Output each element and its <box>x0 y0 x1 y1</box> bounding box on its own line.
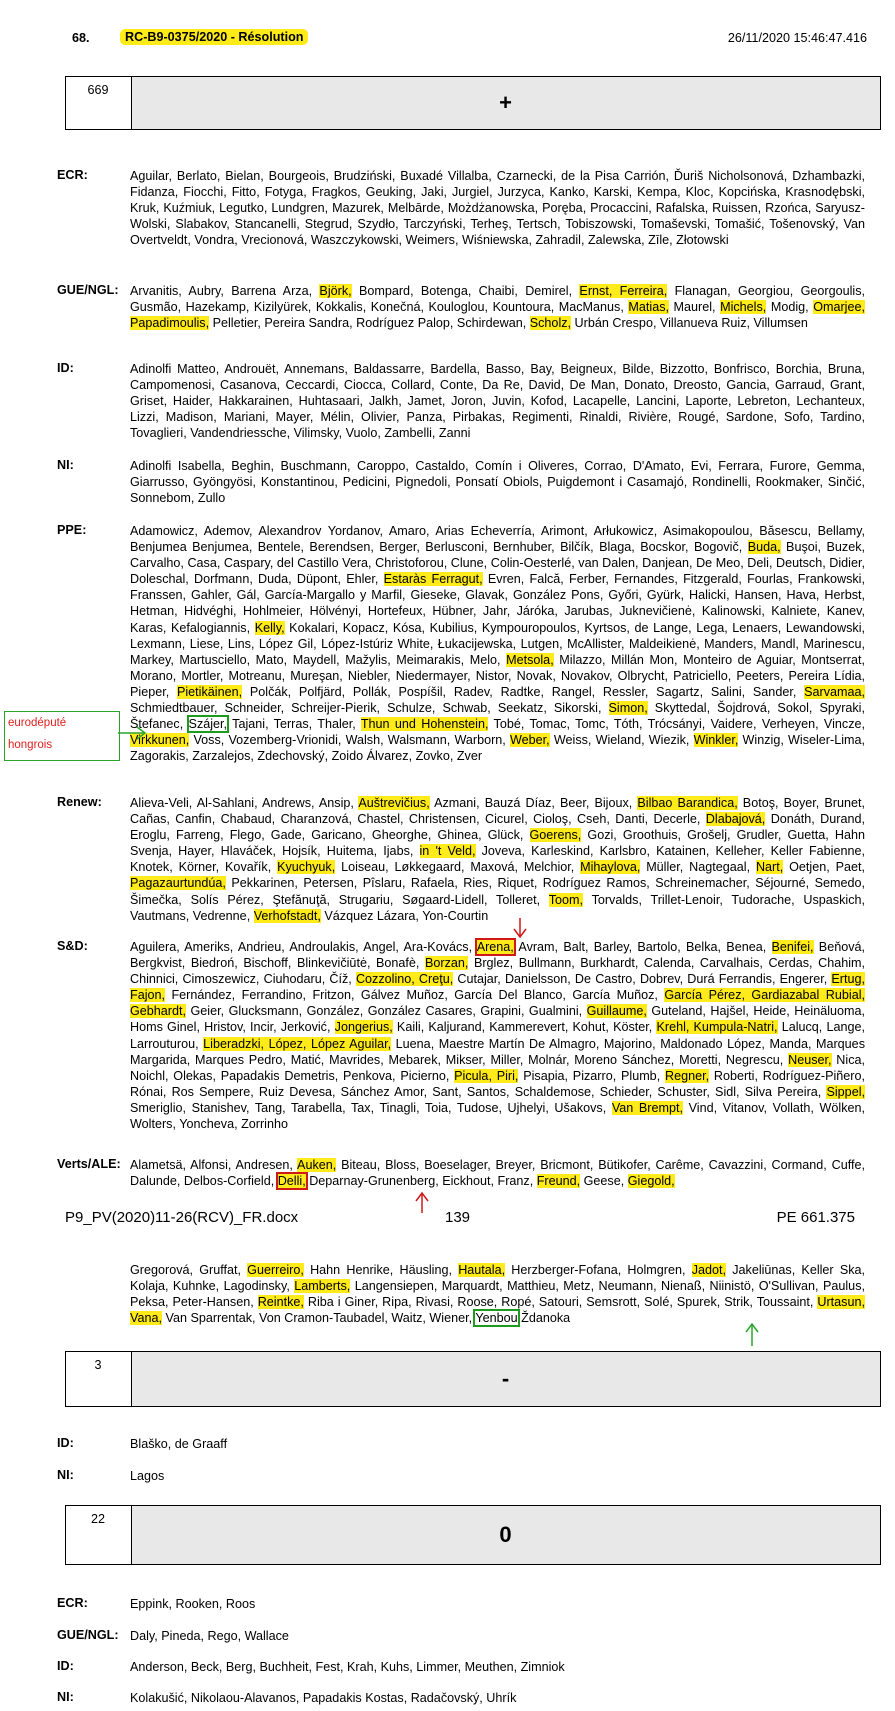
vote-against-box <box>65 1351 881 1407</box>
highlighted-name: Pagazaurtundúa, <box>130 876 226 891</box>
name-text: Maurel, <box>669 300 721 315</box>
name-text: Polčák, Polfjärd, Pollák, Pospíšil, Radev, Radtke, Rangel, Ressler, Sagartz, Salini, Sander, <box>242 684 805 699</box>
name-text: Evren, Falcă, Ferber, Fernandes, Fitzgerald, Fourlas, Frankowski, Franssen, Gahler, Gál, García-Margallo y Marfil, Gieseke, Glavak, González Pons, Győri, Gyürk, Halicki, Hansen, Hava, Herbst, Hetman, Hidvéghi, Hohlmeier, Hölvényi, Hortefeux, Hübner, Jahr, Járóka, Jarubas, Juknevičienė, Kalinowski, Kalniete, Kanev, Karas, Kefalogiannis, <box>130 572 865 635</box>
name-text: Deparnay-Grunenberg, Eickhout, Franz, <box>305 1174 537 1189</box>
name-text: Alametsä, Alfonsi, Andresen, <box>130 1158 298 1172</box>
highlighted-name: Björk, <box>319 284 352 298</box>
name-text: Pisapia, Pizarro, Plumb, <box>518 1068 665 1083</box>
highlighted-name: Omarjee, Papadimoulis, <box>130 300 865 331</box>
name-text: Cutajar, Danielsson, De Castro, Dobrev, Durá Ferrandis, Engerer, <box>453 972 832 987</box>
name-text: Joveva, Karleskind, Karlsbro, Katainen, Kelleher, Keller Fabienne, Knotek, Körner, Kovařík, <box>130 844 865 875</box>
group-label: ID: <box>57 361 74 375</box>
highlighted-name: Mihaylova, <box>580 860 641 875</box>
highlighted-name: Ertug, Fajon, <box>130 972 865 1003</box>
group-renew-for <box>57 795 865 924</box>
highlighted-name: Neuser, <box>788 1052 832 1067</box>
highlighted-name: Reintke, <box>257 1295 304 1310</box>
name-text: Geier, Glucksmann, González, González Casares, Grapini, Gualmini, <box>186 1004 587 1019</box>
group-members: Anderson, Beck, Berg, Buchheit, Fest, Krah, Kuhs, Limmer, Meuthen, Zimniok <box>130 1660 565 1674</box>
group-label: Renew: <box>57 795 102 809</box>
highlighted-name: Jongerius, <box>334 1020 393 1035</box>
highlighted-name: Benifei, <box>771 940 814 954</box>
name-text: Jakeliūnas, Keller Ska, Kolaja, Kuhnke, Lagodinsky, <box>130 1263 866 1294</box>
name-text: Beňová, Bergkvist, Biedroń, Bischoff, Blinkevičiūtė, Bonafè, <box>130 940 866 971</box>
name-text: Alieva-Veli, Al-Sahlani, Andrews, Ansip, <box>130 796 359 810</box>
name-text: Nica, Noichl, Olekas, Papadakis Demetris, Penkova, Picierno, <box>130 1052 865 1083</box>
highlighted-name: Simon, <box>608 701 648 716</box>
highlighted-name: Sarvamaa, <box>804 684 865 699</box>
highlighted-name: Winkler, <box>693 733 739 748</box>
vote-datetime: 26/11/2020 15:46:47.416 <box>727 31 867 45</box>
group-members: Adinolfi Matteo, Androuët, Annemans, Baldassarre, Bardella, Basso, Bay, Beigneux, Bilde, Bizzotto, Bonfrisco, Borchia, Bruna, Campomenosi, Casanova, Ceccardi, Ciocca, Collard, Conte, Da Re, David, De Man, Donato, Dreosto, Gancia, Garraud, Grant, Griset, Haider, Hakkarainen, Huhtasaari, Jalkh, Jamet, Joron, Juvin, Kofod, Lacapelle, Lancini, Laporte, Lebreton, Lechanteux, Lizzi, Madison, Mariani, Mayer, Mélin, Olivier, Panza, Pirbakas, Regimenti, Rinaldi, Rivière, Rougé, Sardone, Sofo, Tardino, Tovaglieri, Vandendriessche, Vilimsky, Vuolo, Zambelli, Zanni <box>130 362 865 441</box>
highlighted-name: Krehl, Kumpula-Natri, <box>656 1020 778 1035</box>
name-text: Aguilera, Ameriks, Andrieu, Androulakis, Angel, Ara-Kovács, <box>130 940 477 954</box>
group-label: GUE/NGL: <box>57 1628 119 1642</box>
highlighted-name: in 't Veld, <box>419 844 476 859</box>
name-text: Vázquez Lázara, Yon-Courtin <box>320 908 489 923</box>
highlighted-name: Virkkunen, <box>130 733 190 748</box>
vote-for-symbol: + <box>499 90 512 115</box>
highlighted-name: Picula, Piri, <box>454 1068 519 1083</box>
name-text: Brglez, Bullmann, Burkhardt, Calenda, Carvalhais, Cerdas, Chahim, Chinnici, Cimoszewicz, Ciuhodaru, Číž, <box>130 956 866 987</box>
vote-against-symbol: - <box>501 1366 510 1391</box>
footer-pe-number: PE 661.375 <box>776 1209 855 1226</box>
highlighted-name: Freund, <box>536 1174 581 1189</box>
highlighted-name: Regner, <box>664 1068 710 1083</box>
name-text: Herzberger-Fofana, Holmgren, <box>505 1263 692 1277</box>
highlighted-name: Nart, <box>755 860 784 875</box>
name-text: Luena, Maestre Martín De Almagro, Majorino, Maldonado López, Manda, Marques Margarida, Marques Pedro, Matić, Mavrides, Mebarek, Mikser, Miller, Molnár, Moreno Sánchez, Moretti, Negrescu, <box>130 1036 865 1067</box>
group-gue-abstain <box>57 1628 865 1644</box>
name-text: Pekkarinen, Petersen, Pîslaru, Rafaela, Ries, Riquet, Rodríguez Ramos, Schreinemacher, Séjourné, Semedo, Šimečka, Solís Pérez, Ştefănuţă, Strugariu, Søgaard-Lidell, Tolleret, <box>130 876 865 907</box>
name-text: Adamowicz, Ademov, Alexandrov Yordanov, Amaro, Arias Echeverría, Arimont, Arłukowicz, Asimakopoulou, Băsescu, Bellamy, Benjumea Benjumea, Bentele, Berendsen, Berger, Berlusconi, Bernhuber, Bilčík, Blaga, Bocskor, Bogovič, <box>130 524 865 555</box>
name-text: Botoş, Boyer, Brunet, Cañas, Canfin, Chabaud, Charanzová, Chastel, Christensen, Cicurel, Cioloş, Cseh, Danti, Decerle, <box>130 796 865 827</box>
name-text: Schmiedtbauer, Schneider, Schreijer-Pierik, Schulze, Schwab, Seekatz, Sikorski, <box>130 701 609 716</box>
highlighted-name: Hautala, <box>458 1263 506 1277</box>
group-label: NI: <box>57 1468 74 1482</box>
group-label: ECR: <box>57 168 88 182</box>
group-id-against <box>57 1436 865 1452</box>
name-text: Van Sparrentak, Von Cramon-Taubadel, Waitz, Wiener, <box>161 1311 476 1326</box>
highlighted-name: Cozzolino, Creţu, <box>355 972 454 987</box>
name-text: Winzig, Wiseler-Lima, Zagorakis, Zarzalejos, Zdechovský, Zoido Álvarez, Zovko, Zver <box>130 733 865 764</box>
group-label: NI: <box>57 458 74 472</box>
vote-abstain-symbol: 0 <box>499 1522 512 1547</box>
highlighted-name: Sippel, <box>826 1084 865 1099</box>
name-text: Kokalari, Kopacz, Kósa, Kubilius, Kympouropoulos, Kyrtsos, de Lange, Lega, Lenaers, Lewandowski, Lexmann, Liese, Lins, López Gil, López-Istúriz White, Łukacijewska, Lutgen, McAllister, Maldeikienė, Manders, Mandl, Marinescu, Markey, Martusciello, Mato, Maydell, Mažylis, Meimarakis, Melo, <box>130 620 866 667</box>
highlighted-name: Scholz, <box>529 316 572 331</box>
highlighted-name: Guerreiro, <box>247 1263 304 1277</box>
name-text: Milazzo, Millán Mon, Monteiro de Aguiar, Montserrat, Morano, Mortler, Motreanu, Mureşan, Niebler, Niedermayer, Nistor, Novak, Novakov, Olbrycht, Patriciello, Peeters, Pereira Lídia, Pieper, <box>130 652 865 699</box>
name-text: Modig, <box>766 300 814 315</box>
group-members <box>130 283 865 331</box>
name-text: Guteland, Hajšel, Heide, Heinäluoma, Homs Ginel, Hristov, Incir, Jerković, <box>130 1004 866 1035</box>
highlighted-name: Toom, <box>548 892 584 907</box>
group-label: ID: <box>57 1436 74 1450</box>
group-ni-against <box>57 1468 865 1484</box>
name-text: Pelletier, Pereira Sandra, Rodríguez Palop, Schirdewan, <box>209 316 530 331</box>
highlighted-name: Borzan, <box>424 956 469 971</box>
group-label: PPE: <box>57 523 87 537</box>
name-text: Lalucq, Lange, Larrouturou, <box>130 1020 865 1051</box>
group-members: Lagos <box>130 1469 165 1483</box>
group-members <box>130 939 865 1132</box>
highlighted-name: Buda, <box>747 540 781 555</box>
group-ni-for <box>57 458 865 506</box>
name-text: Torvalds, Trillet-Lenoir, Tudorache, Uspaskich, Vautmans, Vedrenne, <box>130 892 865 923</box>
group-label: ID: <box>57 1659 74 1673</box>
item-number: 68. <box>72 31 90 45</box>
highlighted-name: Jadot, <box>691 1263 727 1277</box>
highlighted-name: Thun und Hohenstein, <box>360 717 489 732</box>
highlighted-name: Guillaume, <box>586 1004 647 1019</box>
footer-page-number: 139 <box>445 1209 471 1226</box>
highlighted-name: Auštrevičius, <box>358 796 430 810</box>
highlighted-name: Verhofstadt, <box>253 908 321 923</box>
red-arrow-up-icon <box>414 1191 430 1213</box>
highlighted-name: Urtasun, Vana, <box>130 1295 865 1326</box>
name-text: Biteau, Bloss, Boeselager, Breyer, Bricmont, Bütikofer, Carême, Cavazzini, Cormand, Cuffe, Dalunde, Delbos-Corfield, <box>130 1158 865 1189</box>
name-text: Geese, <box>580 1174 628 1189</box>
name-text: Azmani, Bauzá Díaz, Beer, Bijoux, <box>429 796 638 810</box>
group-members <box>130 1262 865 1326</box>
group-sd-for <box>57 939 865 1132</box>
group-verts-for <box>57 1157 865 1189</box>
green-arrow-up-icon <box>744 1322 760 1346</box>
name-text: Müller, Nagtegaal, <box>640 860 756 875</box>
vote-abstain-box <box>65 1505 881 1565</box>
group-members: Kolakušić, Nikolaou-Alavanos, Papadakis Kostas, Radačovský, Uhrík <box>130 1691 517 1705</box>
name-text: Smeriglio, Stanishev, Tang, Tarabella, Tax, Tinagli, Toia, Tudose, Ujhelyi, Ušakovs, <box>130 1100 612 1115</box>
name-text: Oetjen, Paet, <box>783 860 865 875</box>
group-label: Verts/ALE: <box>57 1157 121 1171</box>
name-text: Voss, Vozemberg-Vrionidi, Walsh, Walsmann, Warborn, <box>189 733 510 748</box>
name-text: Avram, Balt, Barley, Bartolo, Belka, Benea, <box>513 940 772 954</box>
name-text: Riba i Giner, Ripa, Rivasi, Roose, Ropé, Satouri, Semsrott, Solé, Spurek, Strik, Toussaint, <box>303 1295 818 1310</box>
highlighted-name: Arena, <box>476 940 514 954</box>
group-members <box>130 523 865 764</box>
vote-for-count: 669 <box>87 83 109 97</box>
name-text: Skyttedal, Šojdrová, Sokol, Spyraki, Štefanec, <box>130 701 865 732</box>
name-text: Urbán Crespo, Villanueva Ruiz, Villumsen <box>571 316 808 331</box>
group-members: Eppink, Rooken, Roos <box>130 1597 256 1611</box>
name-text: Ždanoka <box>517 1311 571 1326</box>
highlighted-name: Auken, <box>297 1158 337 1172</box>
highlighted-name: Lamberts, <box>294 1279 351 1294</box>
highlighted-name: Pietikäinen, <box>176 684 243 699</box>
highlighted-name: Goerens, <box>529 828 582 843</box>
group-members: Adinolfi Isabella, Beghin, Buschmann, Caroppo, Castaldo, Comín i Oliveres, Corrao, D'Amato, Evi, Ferrara, Furore, Gemma, Giarrusso, Gyöngyösi, Konstantinou, Pedicini, Pignedoli, Ponsatí Obiols, Puigdemont i Casamajó, Rondinelli, Rookmaker, Sinčić, Sonnebom, Zullo <box>130 459 865 506</box>
highlighted-name: Dlabajová, <box>705 812 766 827</box>
highlighted-name: Estaràs Ferragut, <box>383 572 483 587</box>
group-members: Daly, Pineda, Rego, Wallace <box>130 1629 289 1643</box>
name-text: Loiseau, Løkkegaard, Maxová, Melchior, <box>335 860 581 875</box>
group-id-for <box>57 361 865 441</box>
group-ni-abstain <box>57 1690 865 1706</box>
name-text: Gozi, Grooth​uis, Grošelj, Grudler, Guetta, Hahn Svenja, Hayer, Hlaváček, Hojsík, Huitema, Ijabs, <box>130 828 865 859</box>
footer-document: P9_PV(2020)11-26(RCV)_FR.docx <box>65 1209 299 1226</box>
group-members <box>130 1157 865 1189</box>
name-text: Tobé, Tomac, Tomc, Tóth, Trócsányi, Vaidere, Verheyen, Vincze, <box>488 717 865 732</box>
name-text: Buşoi, Buzek, Carvalho, Casa, Caspary, del Castillo Vera, Christoforou, Clune, Colin-Oesterlé, van Dalen, Danjean, De Meo, Deli, Deutsch, Didier, Doleschal, Dorfmann, Duda, Düpont, Ehler, <box>130 540 865 587</box>
name-text: Hahn Henrike, Häusling, <box>303 1263 459 1277</box>
group-label: S&D: <box>57 939 88 953</box>
annotation-box <box>4 711 120 761</box>
name-text: Gregorová, Gruffat, <box>130 1263 248 1277</box>
name-text: Donáth, Durand, Eroglu, Farreng, Flego, Gade, Garicano, Gheorghe, Ghinea, Glück, <box>130 812 865 843</box>
group-ppe-for <box>57 523 865 764</box>
annotation-line-1: eurodéputé <box>8 717 67 729</box>
group-label: NI: <box>57 1690 74 1704</box>
highlighted-name: Yenbou <box>475 1311 518 1326</box>
name-text: Bompard, Botenga, Chaibi, Demirel, <box>351 284 580 298</box>
highlighted-name: Michels, <box>720 300 767 315</box>
highlighted-name: Van Brempt, <box>611 1100 683 1115</box>
highlighted-name: Giegold, <box>627 1174 675 1189</box>
highlighted-name: Metsola, <box>506 652 554 667</box>
name-text: Fernández, Ferrandino, Fritzon, Gálvez Muñoz, García Del Blanco, García Muñoz, <box>165 988 665 1003</box>
name-text: Flanagan, Georgiou, Georgoulis, Gusmão, Hazekamp, Kizilyürek, Kokkalis, Konečná, Kouloglou, Kountoura, MacManus, <box>130 284 865 315</box>
highlighted-name: Kelly, <box>254 620 285 635</box>
name-text: Kaili, Kaljurand, Kammerevert, Kohut, Köster, <box>392 1020 657 1035</box>
name-text: Weiss, Wieland, Wiezik, <box>549 733 694 748</box>
group-ecr-abstain <box>57 1596 865 1612</box>
highlighted-name: Szájer, <box>188 717 228 732</box>
name-text: Tajani, Terras, Thaler, <box>227 717 361 732</box>
vote-for-box <box>65 76 881 130</box>
group-members: Blaško, de Graaff <box>130 1437 228 1451</box>
vote-abstain-count: 22 <box>90 1512 105 1526</box>
resolution-reference: RC-B9-0375/2020 - Résolution <box>120 29 308 45</box>
name-text: Arvanitis, Aubry, Barrena Arza, <box>130 284 320 298</box>
group-ecr-for <box>57 168 865 248</box>
group-members <box>130 795 865 924</box>
name-text: Roberti, Rodríguez-Piñero, Rónai, Ros Sempere, Ruiz Devesa, Sánchez Amor, Sant, Santos, Schaldemose, Schieder, Schuster, Sidl, Silva Pereira, <box>130 1068 865 1099</box>
annotation-arrow-icon <box>118 726 148 740</box>
vote-against-count: 3 <box>94 1358 102 1372</box>
name-text: Vind, Vitanov, Vollath, Wölken, Wolters, Yoncheva, Zorrinho <box>130 1100 866 1132</box>
group-members: Aguilar, Berlato, Bielan, Bourgeois, Brudziński, Buxadé Villalba, Czarnecki, de la Pisa Carrión, Ďuriš Nicholsonová, Dzhambazki, Fidanza, Fiocchi, Fitto, Fotyga, Fragkos, Geuking, Jaki, Jurgiel, Jurzyca, Kanko, Karski, Kempa, Kloc, Kopcińska, Krasnodębski, Kruk, Kuźmiuk, Legutko, Lundgren, Mazurek, Melbārde, Możdżanowska, Poręba, Procaccini, Rafalska, Ruissen, Rzońca, Saryusz-Wolski, Slabakov, Stancanelli, Stegrud, Szydło, Tarczyński, Terheş, Tertsch, Tobiszowski, Tomaševski, Tomašić, Tošenovský, Van Overtveldt, Vondra, Vrecionová, Waszczykowski, Weimers, Wiśniewska, Zahradil, Zalewska, Zīle, Złotowski <box>130 169 865 248</box>
annotation-line-2: hongrois <box>8 739 53 751</box>
highlighted-name: Weber, <box>510 733 550 748</box>
highlighted-name: Kyuchyuk, <box>277 860 336 875</box>
group-label: ECR: <box>57 1596 88 1610</box>
group-label: GUE/NGL: <box>57 283 119 297</box>
red-arrow-down-icon <box>512 918 528 940</box>
highlighted-name: García Pérez, Gardiazabal Rubial, Gebhardt, <box>130 988 865 1019</box>
group-id-abstain <box>57 1659 865 1675</box>
name-text: Langensiepen, Marquardt, Matthieu, Metz, Neumann, Nienaß, Niinistö, O'Sullivan, Paulus, Peksa, Peter-Hansen, <box>130 1279 865 1310</box>
highlighted-name: Bilbao Barandica, <box>637 796 738 810</box>
highlighted-name: Delli, <box>277 1174 306 1189</box>
highlighted-name: Matias, <box>628 300 669 315</box>
group-gue-for <box>57 283 865 331</box>
highlighted-name: Ernst, Ferreira, <box>579 284 668 298</box>
group-verts-for-continued <box>57 1262 865 1326</box>
highlighted-name: Liberadzki, López, López Aguilar, <box>203 1036 392 1051</box>
